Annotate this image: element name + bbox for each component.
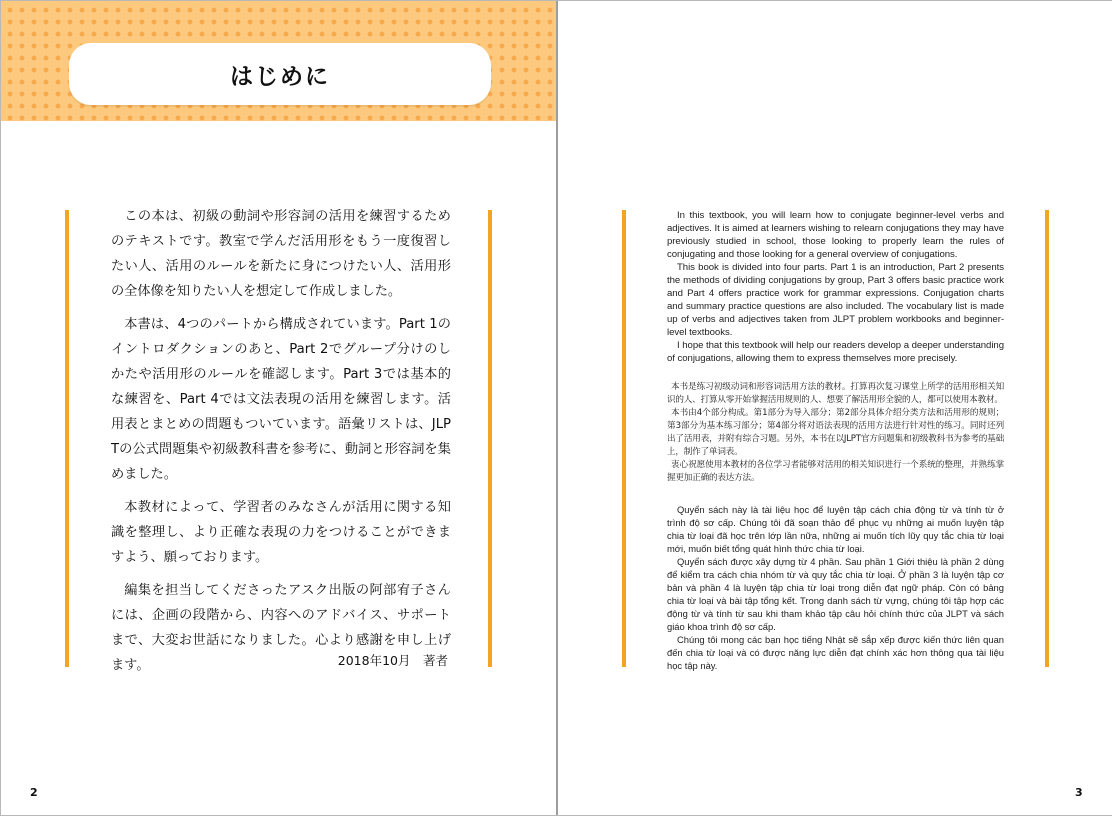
translation-paragraph: In this textbook, you will learn how to conjugate beginner-level verbs and adjectives. It is aimed at learners wishing to relearn conjugations they may have previously studied in school, those looking to properly learn the rules of conjugating and those looking for a general overview of conjugations. (667, 210, 1004, 260)
preface-body (111, 204, 451, 686)
left-margin-rule (65, 210, 69, 667)
left-margin-rule (622, 210, 626, 667)
title-box (69, 43, 491, 105)
right-margin-rule (488, 210, 492, 667)
vietnamese-translation (667, 503, 1004, 672)
english-translation (667, 209, 1004, 365)
title-band (1, 1, 556, 121)
translation-paragraph: Chúng tôi mong các bạn học tiếng Nhật sẽ sắp xếp được kiến thức liên quan đến chia từ loại và có được năng lực diễn đạt chính xác hơn thông qua tài liệu học tập này. (667, 634, 1004, 671)
chinese-translation (667, 381, 1004, 485)
translation-paragraph: 本书由4个部分构成。第1部分为导入部分；第2部分具体介绍分类方法和活用形的规则；第3部分为基本练习部分；第4部分将对语法表现的活用方法进行针对性的练习。同时还列出了活用表，并附有综合习题。另外，本书在以JLPT官方问题集和初级教科书为参考的基础上，制作了单词表。 (667, 408, 1004, 457)
translation-paragraph: 衷心祝愿使用本教材的各位学习者能够对活用的相关知识进行一个系统的整理，并熟练掌握更加正确的表达方法。 (667, 460, 1004, 483)
preface-paragraph: この本は、初級の動詞や形容詞の活用を練習するためのテキストです。教室で学んだ活用形をもう一度復習したい人、活用のルールを新たに身につけたい人、活用形の全体像を知りたい人を想定して作成しました。 (111, 209, 451, 299)
signature-date: 2018年10月 著者 (337, 653, 448, 668)
preface-paragraph: 本書は、4つのパートから構成されています。Part 1のイントロダクションのあと、Part 2でグループ分けのしかたや活用形のルールを確認します。Part 3では基本的な練習を、Part 4では文法表現の活用を練習します。活用表とまとめの問題もついています。語彙リストは、JLPTの公式問題集や初級教科書を参考に、動詞と形容詞を集めました。 (111, 317, 451, 482)
right-margin-rule (1045, 210, 1049, 667)
preface-paragraph: 編集を担当してくださったアスク出版の阿部宥子さんには、企画の段階から、内容へのアドバイス、サポートまで、大変お世話になりました。心より感謝を申し上げます。 (111, 583, 451, 673)
translation-paragraph: 本书是练习初级动词和形容词活用方法的教材。打算再次复习课堂上所学的活用形相关知识的人、打算从零开始掌握活用规则的人、想要了解活用形全貌的人，都可以使用本教材。 (667, 382, 1004, 405)
translation-paragraph: I hope that this textbook will help our readers develop a deeper understanding of conjugations, allowing them to express themselves more precisely. (667, 340, 1004, 364)
page-title: はじめに (230, 63, 330, 90)
translation-paragraph: Quyển sách được xây dựng từ 4 phần. Sau phần 1 Giới thiệu là phần 2 dùng để kiểm tra cách chia nhóm từ và quy tắc chia từ loại. Ở phần 3 là luyện tập cơ bản và phần 4 là luyện tập chia từ loại trong diễn đạt ngữ pháp. Còn có bảng chia từ loại và bài tập tổng kết. Trong danh sách từ vựng, chúng tôi tập hợp các động từ và tính từ sau khi tham khảo tập câu hỏi chính thức của JLPT và sách giáo khoa trình độ sơ cấp. (667, 556, 1004, 632)
translation-paragraph: Quyển sách này là tài liệu học để luyện tập cách chia động từ và tính từ ở trình độ sơ cấp. Chúng tôi đã soạn thảo để phục vụ những ai muốn luyện tập chia từ loại đã học trên lớp lần nữa, những ai muốn tích lũy quy tắc chia từ loại mới, muốn biết tổng quát hình thức chia từ loại. (667, 504, 1004, 554)
right-page (558, 1, 1112, 815)
translation-paragraph: This book is divided into four parts. Part 1 is an introduction, Part 2 presents the methods of dividing conjugations by group, Part 3 offers basic practice work and Part 4 offers practice work for grammar expressions. Conjugation charts and summary practice questions are also included. The vocabulary list is made up of verbs and adjectives taken from JLPT problem workbooks and beginner-level textbooks. (667, 262, 1004, 338)
page-number: 3 (1075, 786, 1083, 799)
preface-paragraph: 本教材によって、学習者のみなさんが活用に関する知識を整理し、より正確な表現の力をつけることができますよう、願っております。 (111, 500, 451, 565)
page-number: 2 (30, 786, 38, 799)
left-page (1, 1, 556, 815)
